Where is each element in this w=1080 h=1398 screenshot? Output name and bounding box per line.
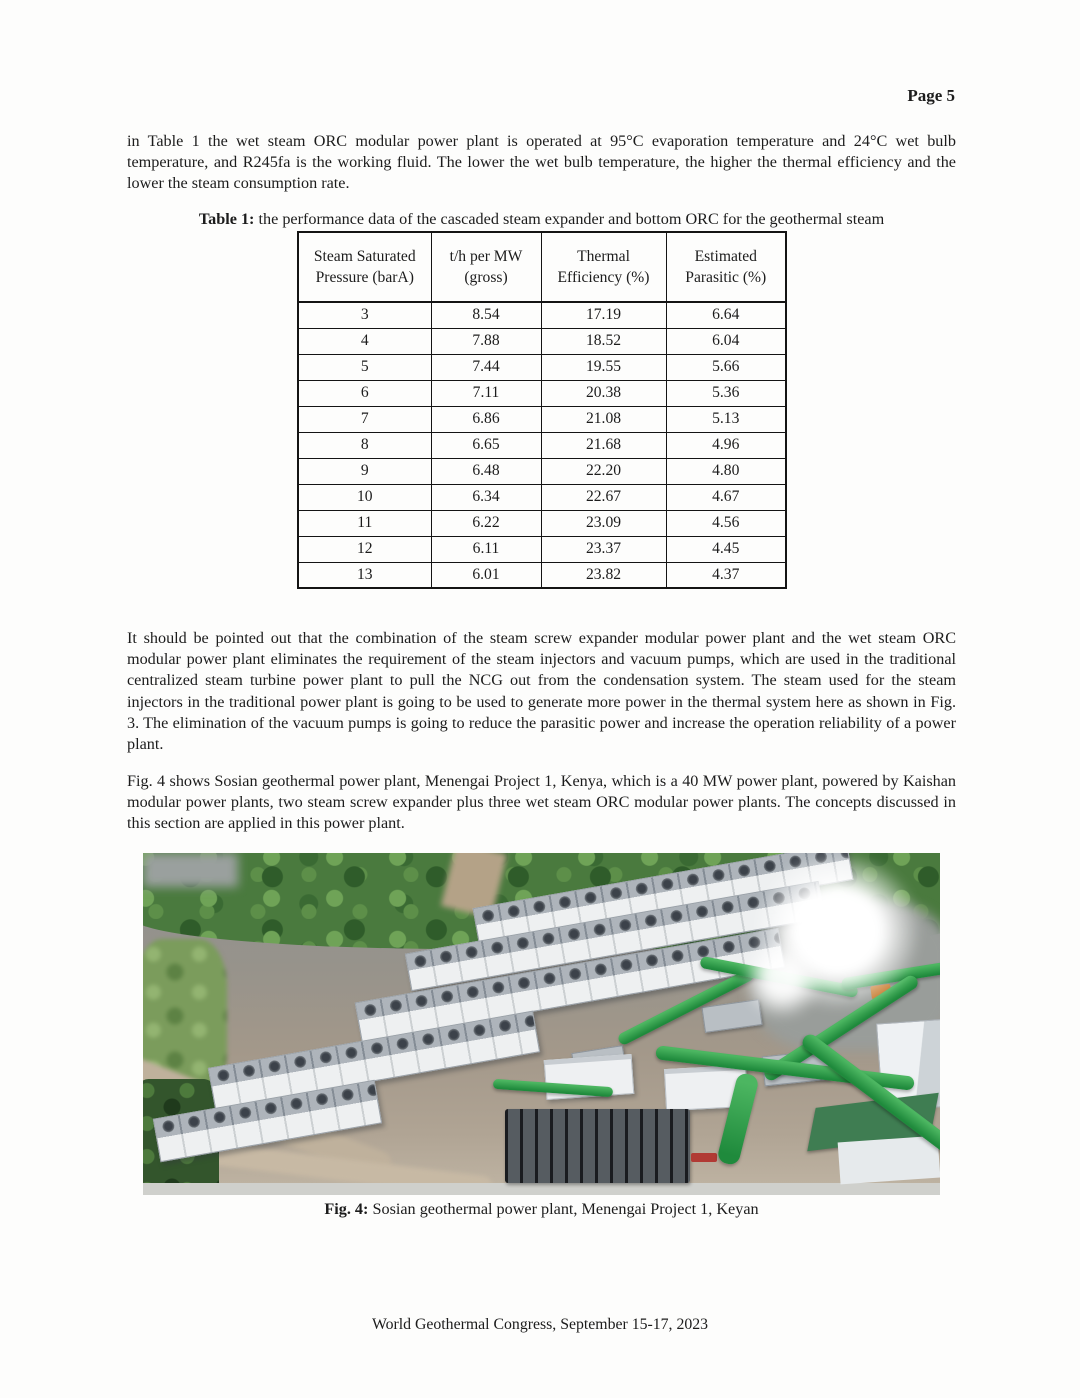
photo-gray-patch (143, 853, 238, 887)
table-cell: 5 (298, 354, 431, 380)
table-cell: 7 (298, 406, 431, 432)
table-row (298, 484, 786, 510)
table-cell: 3 (298, 302, 431, 328)
table-cell: 7.11 (431, 380, 541, 406)
table-row (298, 510, 786, 536)
table-cell: 6.22 (431, 510, 541, 536)
table-cell: 4.45 (666, 536, 786, 562)
table-cell: 7.88 (431, 328, 541, 354)
figure4-caption-label: Fig. 4: (324, 1200, 369, 1218)
table-cell: 17.19 (541, 302, 666, 328)
footer-text: World Geothermal Congress, September 15-17, 2023 (371, 1316, 709, 1333)
table-cell: 23.82 (541, 562, 666, 588)
table-cell: 8.54 (431, 302, 541, 328)
table-cell: 4.96 (666, 432, 786, 458)
table-cell: 6.86 (431, 406, 541, 432)
table-row (298, 458, 786, 484)
table-cell: 4 (298, 328, 431, 354)
table-cell: 8 (298, 432, 431, 458)
paragraph-2: It should be pointed out that the combination of the steam screw expander modular power plant and the wet steam ORC modular power plant eliminates the requirement of the steam injectors and vacuum pumps, which are used in the traditional centralized steam turbine power plant to pull the NCG out from the condensation system. The steam used for the steam injectors in the traditional power plant is going to be used to generate more power in the thermal system here as shown in Fig. 3. The elimination of the vacuum pumps is going to reduce the parasitic power and increase the operation reliability of a power plant. (127, 629, 956, 754)
table-row (298, 380, 786, 406)
table-header-cell: Estimated Parasitic (%) (666, 232, 786, 302)
table-header-cell: t/h per MW (gross) (431, 232, 541, 302)
table-cell: 6.64 (666, 302, 786, 328)
table-cell: 6.65 (431, 432, 541, 458)
table1-body (298, 302, 786, 588)
table-cell: 9 (298, 458, 431, 484)
table-cell: 4.56 (666, 510, 786, 536)
table1 (297, 231, 787, 589)
figure4-caption (127, 1200, 956, 1219)
table-cell: 5.13 (666, 406, 786, 432)
table-cell: 23.37 (541, 536, 666, 562)
table-cell: 21.08 (541, 406, 666, 432)
table1-caption-label: Table 1: (198, 210, 255, 228)
table-cell: 6.04 (666, 328, 786, 354)
table-cell: 4.67 (666, 484, 786, 510)
table-cell: 13 (298, 562, 431, 588)
table-cell: 6.48 (431, 458, 541, 484)
photo-green-roof-building-wall (838, 1136, 940, 1185)
table-cell: 12 (298, 536, 431, 562)
table-row (298, 432, 786, 458)
table-cell: 18.52 (541, 328, 666, 354)
table-cell: 7.44 (431, 354, 541, 380)
table-row (298, 406, 786, 432)
table1-header-row (298, 232, 786, 302)
page-number: Page 5 (907, 86, 955, 105)
table-row (298, 536, 786, 562)
photo-steam-plume (742, 939, 822, 1019)
table-cell: 20.38 (541, 380, 666, 406)
table-row (298, 328, 786, 354)
table-cell: 21.68 (541, 432, 666, 458)
table-cell: 6.34 (431, 484, 541, 510)
table-header-cell: Steam Saturated Pressure (barA) (298, 232, 431, 302)
photo-red-sign (691, 1153, 717, 1162)
table-cell: 6.11 (431, 536, 541, 562)
table-cell: 4.80 (666, 458, 786, 484)
table-cell: 5.36 (666, 380, 786, 406)
photo-substation (505, 1109, 690, 1183)
figure4-photo (143, 853, 940, 1195)
table-cell: 22.67 (541, 484, 666, 510)
table-cell: 6 (298, 380, 431, 406)
table-row (298, 562, 786, 588)
table-cell: 19.55 (541, 354, 666, 380)
photo-road-strip (143, 1183, 940, 1195)
table-cell: 10 (298, 484, 431, 510)
table-row (298, 354, 786, 380)
table-cell: 22.20 (541, 458, 666, 484)
table-row (298, 302, 786, 328)
table-cell: 23.09 (541, 510, 666, 536)
table1-caption (127, 210, 956, 229)
table-cell: 11 (298, 510, 431, 536)
table-cell: 4.37 (666, 562, 786, 588)
table1-caption-text: the performance data of the cascaded steam expander and bottom ORC for the geothermal steam (254, 210, 885, 228)
table-cell: 5.66 (666, 354, 786, 380)
table-cell: 6.01 (431, 562, 541, 588)
paragraph-1: in Table 1 the wet steam ORC modular power plant is operated at 95°C evaporation temperature and 24°C wet bulb temperature, and R245fa is the working fluid. The lower the wet bulb temperature, the higher the thermal efficiency and the lower the steam consumption rate. (127, 132, 956, 193)
table-header-cell: Thermal Efficiency (%) (541, 232, 666, 302)
figure4-caption-text: Sosian geothermal power plant, Menengai Project 1, Keyan (368, 1200, 759, 1218)
paragraph-3: Fig. 4 shows Sosian geothermal power plant, Menengai Project 1, Kenya, which is a 40 MW power plant, powered by Kaishan modular power plants, two steam screw expander plus three wet steam ORC modular power plants. The concepts discussed in this section are applied in this power plant. (127, 772, 956, 833)
